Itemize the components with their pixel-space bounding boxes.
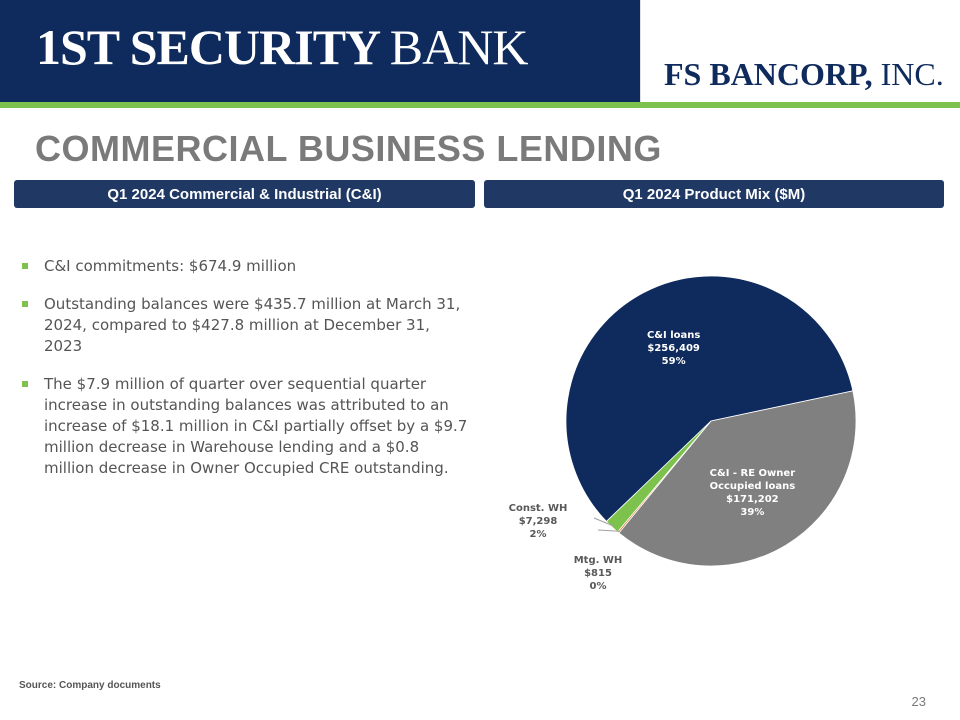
product-mix-section-heading: Q1 2024 Product Mix ($M) [484,180,944,208]
slice-name-label: C&I - RE Owner Occupied loans [709,468,796,493]
slice-percent-label: 59% [661,355,686,367]
pie-data-label [574,554,623,593]
header-banner [0,0,640,102]
bullet-square-icon [22,301,28,307]
slice-percent-label: 39% [740,507,765,519]
bullet-item: Outstanding balances were $435.7 million at March 31, 2024, compared to $427.8 million at December 31, 2023 [20,294,470,357]
pie-data-label [509,502,568,541]
bullet-item: The $7.9 million of quarter over sequential quarter increase in outstanding balances was attributed to an increase of $18.1 million in C&I partially offset by a $9.7 million decrease in Warehouse lending and a $0.8 million decrease in Owner Occupied CRE outstanding. [20,374,470,479]
product-mix-pie-chart [484,230,944,630]
pie-svg [484,230,944,630]
slice-name-label: Const. WH [508,503,568,514]
header-divider [640,0,641,102]
slice-name-label: Mtg. WH [573,555,623,566]
bullet-square-icon [22,263,28,269]
bullet-item: C&I commitments: $674.9 million [20,256,470,277]
page-title: COMMERCIAL BUSINESS LENDING [35,128,662,169]
source-note: Source: Company documents [19,680,161,691]
first-security-bank-logo: 1ST SECURITY BANK [36,19,528,75]
slice-percent-label: 0% [589,581,607,592]
fs-bancorp-logo: FS BANCORP, INC. [664,56,944,92]
slice-value-label: $7,298 [518,516,558,527]
slice-value-label: $815 [584,568,612,579]
slice-percent-label: 2% [529,529,547,540]
header-accent-stripe [0,102,960,108]
pie-data-label [647,329,700,368]
page-number: 23 [911,694,926,709]
slice-value-label: $256,409 [647,342,700,354]
slice-value-label: $171,202 [726,494,779,506]
cni-section-heading: Q1 2024 Commercial & Industrial (C&I) [14,180,475,208]
slice-name-label: C&I loans [646,329,701,341]
bullet-square-icon [22,381,28,387]
pie-data-label [707,467,797,519]
cni-bullet-list [20,256,470,496]
